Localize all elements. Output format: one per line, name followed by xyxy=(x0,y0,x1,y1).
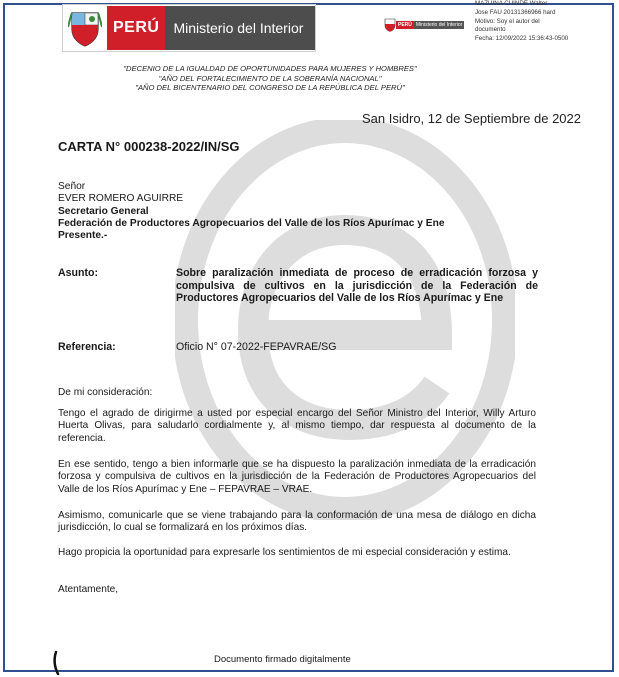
digitally-signed-note: Documento firmado digitalmente xyxy=(214,654,351,665)
addressee-presente: Presente.- xyxy=(58,230,108,242)
signature-pen-stroke xyxy=(48,648,78,676)
signature-logo-ministry: Ministerio del Interior xyxy=(415,22,463,28)
signature-line: MAZUIÑA CUINDE Walter xyxy=(475,0,548,7)
slogan-line: "AÑO DEL BICENTENARIO DEL CONGRESO DE LA REPÚBLICA DEL PERÚ" xyxy=(135,83,405,92)
signature-line: documento xyxy=(475,26,506,34)
digital-signature-block xyxy=(475,0,617,44)
small-shield-icon xyxy=(384,18,396,32)
addressee-block xyxy=(58,181,444,242)
paragraph-4: Hago propicia la oportunidad para expresarle los sentimientos de mi especial consideración y estima. xyxy=(58,547,511,558)
date-line: San Isidro, 12 de Septiembre de 2022 xyxy=(362,111,581,126)
addressee-name: EVER ROMERO AGUIRRE xyxy=(58,193,184,205)
greeting: De mi consideración: xyxy=(58,387,153,398)
signature-logo-peru: PERÚ xyxy=(398,22,412,28)
peru-brand-label: PERÚ xyxy=(107,6,165,50)
referencia-text: Oficio N° 07-2022-FEPAVRAE/SG xyxy=(176,341,337,353)
signature-logo xyxy=(384,14,468,36)
paragraph-2: En ese sentido, tengo a bien informarle que se ha dispuesto la paralización inmediata de la erradicación forzosa y compulsiva de cultivos en la jurisdicción de la Federación de Productores Agropecuarios del Valle de los Ríos Apurímac y Ene – FEPAVRAE – VRAE. xyxy=(58,459,536,495)
ministry-name-label: Ministerio del Interior xyxy=(165,6,315,50)
asunto-text: Sobre paralización inmediata de proceso de erradicación forzosa y compulsiva de cultivos en la jurisdicción de la Federación de Productores Agropecuarios del Valle de los Ríos Apurímac y Ene xyxy=(176,267,538,304)
official-slogans xyxy=(60,64,480,93)
referencia-label: Referencia: xyxy=(58,341,116,353)
asunto-label: Asunto: xyxy=(58,267,99,279)
signature-line: Fecha: 12/09/2022 15:36:43-0500 xyxy=(475,35,569,43)
slogan-line: "DECENIO DE LA IGUALDAD DE OPORTUNIDADES PARA MUJERES Y HOMBRES" xyxy=(123,64,417,73)
addressee-position: Secretario General xyxy=(58,205,149,217)
paragraph-1: Tengo el agrado de dirigirme a usted por especial encargo del Señor Ministro del Interior, Willy Arturo Huerta Olivas, para saludarlo cordialmente y, al mismo tiempo, dar respuesta al documento de la referencia. xyxy=(58,408,536,444)
signature-line: Motivo: Soy el autor del xyxy=(475,17,540,25)
coat-of-arms-icon xyxy=(63,6,107,50)
paragraph-3: Asimismo, comunicarle que se viene trabajando para la conformación de una mesa de diálogo en dicha jurisdicción, lo cual se formalizará en los próximos días. xyxy=(58,510,536,534)
ministry-logo xyxy=(62,4,316,52)
closing: Atentamente, xyxy=(58,584,119,595)
addressee-organization: Federación de Productores Agropecuarios del Valle de los Ríos Apurímac y Ene xyxy=(58,217,445,229)
letter-number: CARTA N° 000238-2022/IN/SG xyxy=(58,139,240,154)
slogan-line: "AÑO DEL FORTALECIMIENTO DE LA SOBERANÍA NACIONAL" xyxy=(158,73,382,83)
addressee-salutation: Señor xyxy=(58,181,86,192)
signature-line: Jose FAU 20131366966 hard xyxy=(475,8,556,16)
